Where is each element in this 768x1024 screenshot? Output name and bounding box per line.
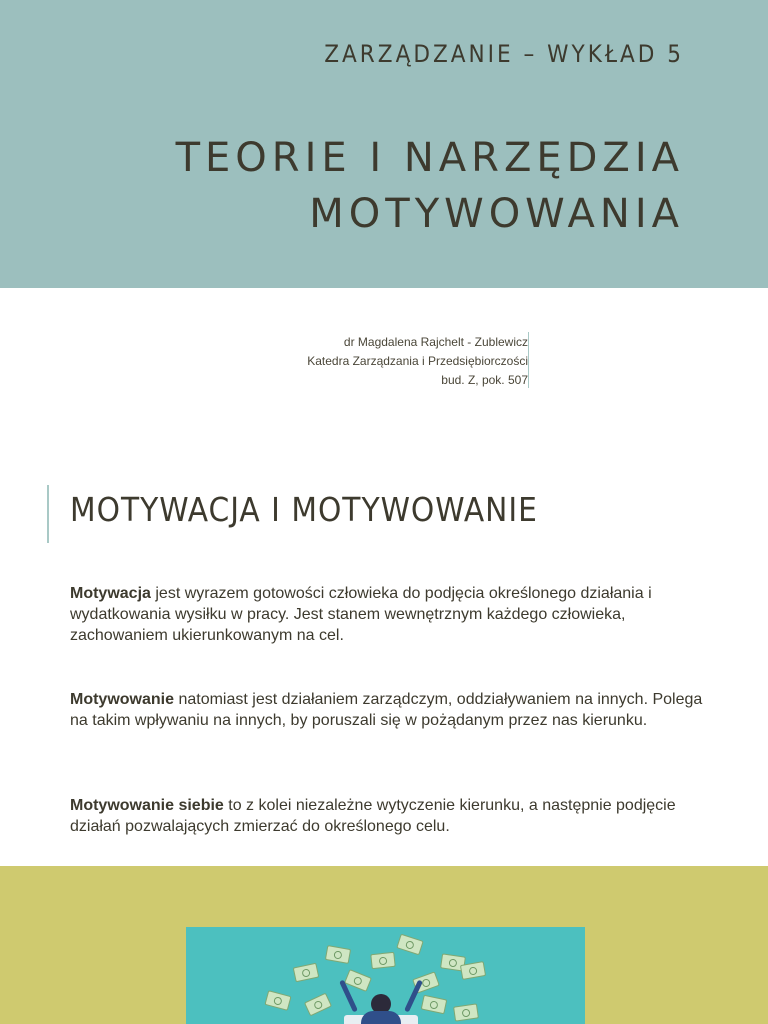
banknote-icon	[325, 945, 351, 964]
money-rain-illustration	[186, 927, 585, 1024]
definition-paragraph	[70, 583, 710, 646]
author-name: dr Magdalena Rajchelt - Zublewicz	[343, 335, 528, 349]
slide-title: MOTYWACJA I MOTYWOWANIE	[70, 490, 538, 529]
banknote-icon	[264, 990, 291, 1011]
banknote-icon	[370, 952, 395, 969]
banknote-icon	[304, 993, 332, 1017]
banknote-icon	[293, 963, 320, 983]
banknote-icon	[453, 1003, 479, 1021]
definition-term: Motywowanie	[70, 691, 175, 708]
banknote-icon	[396, 934, 423, 956]
banknote-icon	[344, 969, 372, 992]
course-label: ZARZĄDZANIE – WYKŁAD 5	[324, 40, 684, 68]
definition-text: jest wyrazem gotowości człowieka do podjęcia określonego działania i wydatkowania wysiłku w pracy. Jest stanem wewnętrznym każdego człowieka, zachowaniem ukierunkowanym na cel.	[70, 585, 652, 644]
section-accent-bar	[47, 485, 49, 543]
definition-paragraph	[70, 689, 710, 731]
banknote-icon	[460, 961, 486, 980]
definition-term: Motywowanie siebie	[70, 797, 224, 814]
definition-text: natomiast jest działaniem zarządczym, oddziaływaniem na innych. Polega na takim wpływaniu na innych, by poruszali się w pożądanym przez nas kierunku.	[70, 691, 703, 729]
presentation-title	[176, 130, 684, 242]
title-slide-band	[0, 0, 768, 288]
author-room: bud. Z, pok. 507	[441, 373, 528, 387]
author-info	[228, 333, 528, 390]
definition-text: to z kolei niezależne wytyczenie kierunku, a następnie podjęcie działań pozwalających zmierzać do określonego celu.	[70, 797, 676, 835]
title-line-2: MOTYWOWANIA	[309, 191, 684, 237]
definition-paragraph	[70, 795, 710, 837]
title-line-1: TEORIE I NARZĘDZIA	[175, 135, 684, 181]
author-department: Katedra Zarządzania i Przedsiębiorczości	[307, 354, 528, 368]
person-body	[361, 1011, 401, 1024]
author-divider	[528, 332, 529, 388]
illustration-slide	[0, 866, 768, 1024]
definition-term: Motywacja	[70, 585, 151, 602]
banknote-icon	[421, 995, 448, 1015]
